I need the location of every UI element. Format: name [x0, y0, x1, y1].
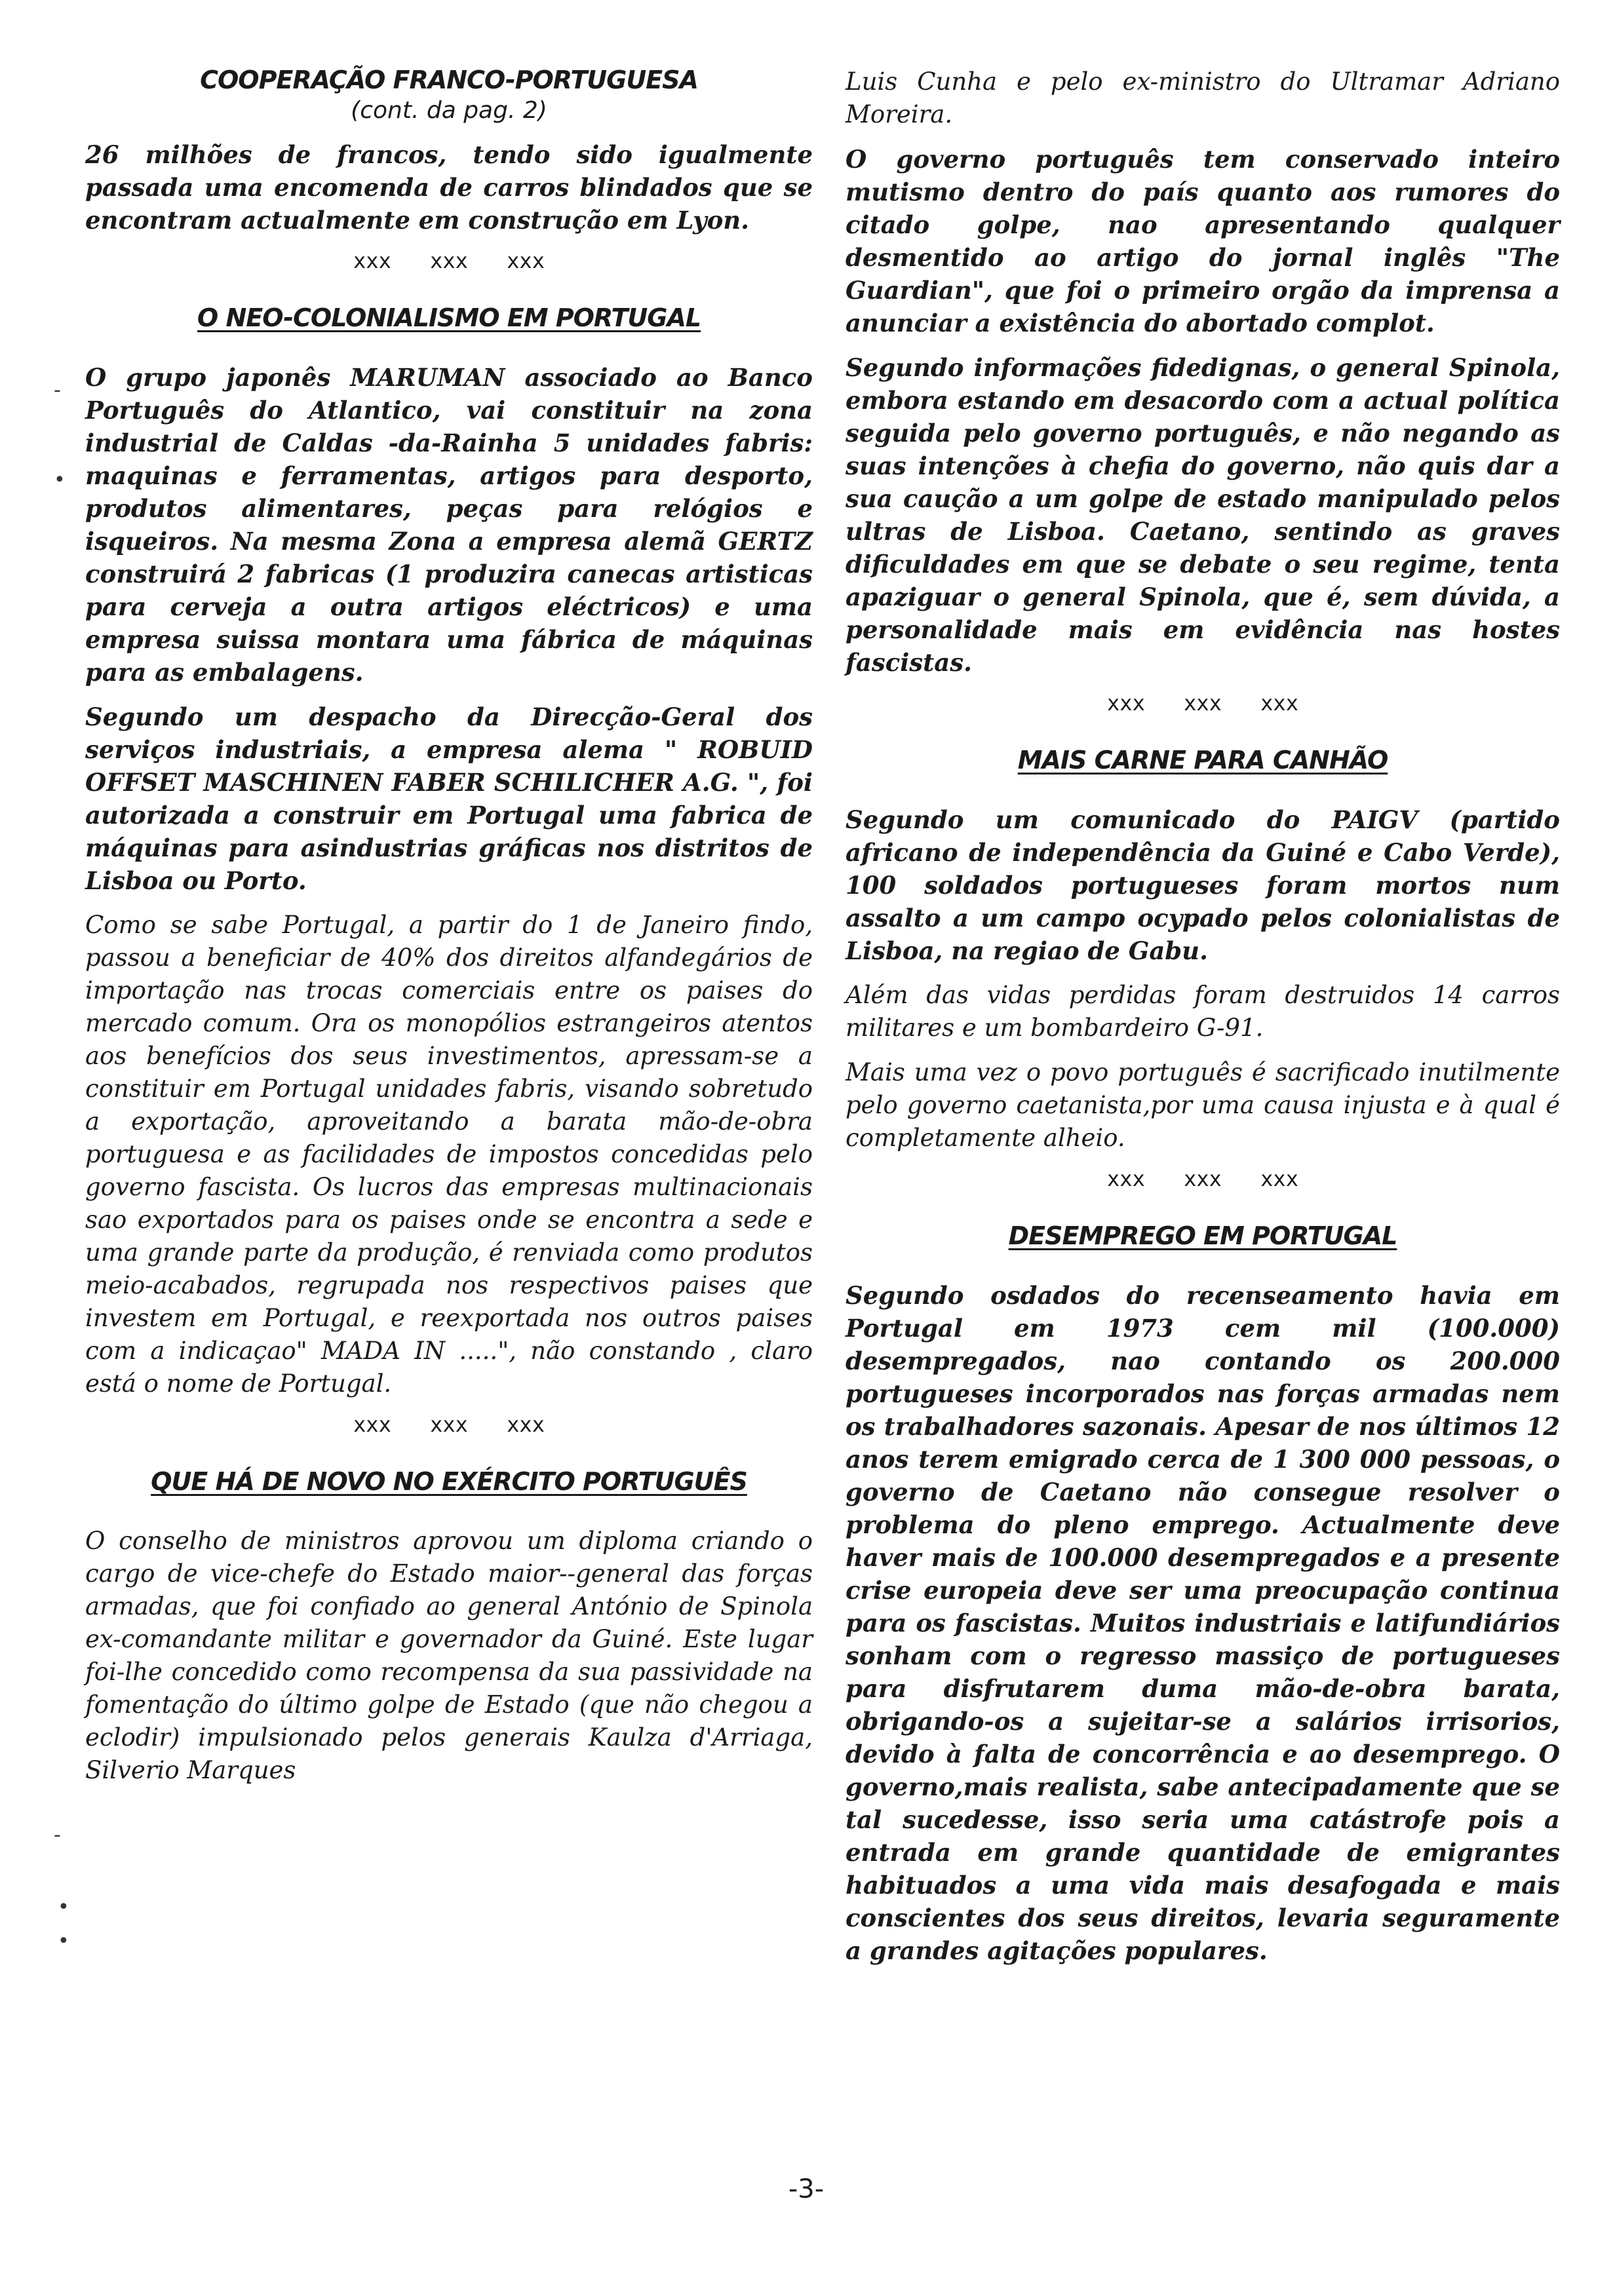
section-separator: xxx xxx xxx: [1107, 1166, 1298, 1191]
article-title: O NEO-COLONIALISMO EM PORTUGAL: [197, 303, 701, 332]
section-separator: xxx xxx xxx: [353, 1412, 545, 1437]
article-paragraph: Luis Cunha e pelo ex-ministro do Ultramar Adriano Moreira.: [846, 67, 1560, 128]
article-exercito: [85, 1467, 813, 1787]
article-carne-para-canhao: [846, 746, 1560, 1155]
article-paragraph: Mais uma vez o povo português é sacrificado inutilmente pelo governo caetanista,por uma causa injusta e à qual é completamente alheio.: [846, 1058, 1560, 1152]
margin-mark: -: [54, 379, 61, 402]
page-number: -3-: [788, 2174, 825, 2204]
left-column: [85, 66, 813, 1799]
article-subtitle: (cont. da pag. 2): [351, 97, 547, 124]
article-exercito-continued: [846, 66, 1560, 679]
article-paragraph: Além das vidas perdidas foram destruidos 14 carros militares e um bombardeiro G-91.: [846, 981, 1560, 1042]
article-paragraph: Segundo um despacho da Direcção-Geral dos serviços industriais, a empresa alema " ROBUID OFFSET MASCHINEN FABER SCHILICHER A.G. ", foi autorizada a construir em Portugal uma fabrica de máquinas para asindustrias gráficas nos distritos de Lisboa ou Porto.: [85, 702, 813, 895]
margin-mark: •: [58, 1930, 69, 1953]
article-title: MAIS CARNE PARA CANHÃO: [1017, 746, 1388, 775]
section-separator: xxx xxx xxx: [353, 248, 545, 273]
article-paragraph: O conselho de ministros aprovou um diploma criando o cargo de vice-chefe do Estado maior--general das forças armadas, que foi confiado ao general António de Spinola ex-comandante militar e governador da Guiné. Este lugar foi-lhe concedido como recompensa da sua passividade na fomentação do último golpe de Estado (que não chegou a eclodir) impulsionado pelos generais Kaulza d'Arriaga, Silverio Marques: [85, 1527, 813, 1784]
article-paragraph: Segundo um comunicado do PAIGV (partido africano de independência da Guiné e Cabo Verde), 100 soldados portugueses foram mortos num assalto a um campo ocypado pelos colonialistas de Lisboa, na regiao de Gabu.: [846, 805, 1560, 965]
article-paragraph: O grupo japonês MARUMAN associado ao Banco Português do Atlantico, vai constituir na zona industrial de Caldas -da-Rainha 5 unidades fabris: maquinas e ferramentas, artigos para desporto, produtos alimentares, peças para relógios e isqueiros. Na mesma Zona a empresa alemã GERTZ construirá 2 fabricas (1 produzira canecas artisticas para cerveja a outra artigos eléctricos) e uma empresa suissa montara uma fábrica de máquinas para as embalagens.: [85, 363, 813, 687]
article-title: DESEMPREGO EM PORTUGAL: [1008, 1221, 1397, 1250]
article-paragraph: Como se sabe Portugal, a partir do 1 de Janeiro findo, passou a beneficiar de 40% dos direitos alfandegários de importação nas trocas comerciais entre os paises do mercado comum. Ora os monopólios estrangeiros atentos aos benefícios dos seus investimentos, apressam-se a constituir em Portugal unidades fabris, visando sobretudo a exportação, aproveitando a barata mão-de-obra portuguesa e as facilidades de impostos concedidas pelo governo fascista. Os lucros das empresas multinacionais sao exportados para os paises onde se encontra a sede e uma grande parte da produção, é renviada como produtos meio-acabados, regrupada nos respectivos paises que investem em Portugal, e reexportada nos outros paises com a indicaçao" MADA IN .....", não constando , claro está o nome de Portugal.: [85, 911, 813, 1398]
margin-mark: •: [58, 1896, 69, 1919]
article-paragraph: O governo português tem conservado inteiro mutismo dentro do país quanto aos rumores do citado golpe, nao apresentando qualquer desmentido ao artigo do jornal inglês "The Guardian", que foi o primeiro orgão da imprensa a anunciar a existência do abortado complot.: [846, 145, 1560, 337]
article-title: QUE HÁ DE NOVO NO EXÉRCITO PORTUGUÊS: [151, 1467, 747, 1496]
article-cooperacao: [85, 66, 813, 237]
article-paragraph: 26 milhões de francos, tendo sido igualmente passada uma encomenda de carros blindados que se encontram actualmente em construção em Lyon.: [85, 140, 813, 235]
article-title: COOPERAÇÃO FRANCO-PORTUGUESA: [200, 66, 698, 94]
section-separator: xxx xxx xxx: [1107, 691, 1298, 716]
article-neo-colonialismo: [85, 303, 813, 1400]
article-paragraph: Segundo osdados do recenseamento havia em Portugal em 1973 cem mil (100.000) desempregados, nao contando os 200.000 portugueses incorporados nas forças armadas nem os trabalhadores sazonais. Apesar de nos últimos 12 anos terem emigrado cerca de 1 300 000 pessoas, o governo de Caetano não consegue resolver o problema do pleno emprego. Actualmente deve haver mais de 100.000 desempregados e a presente crise europeia deve ser uma preocupação continua para os fascistas. Muitos industriais e latifundiários sonham com o regresso massiço de portugueses para disfrutarem duma mão-de-obra barata, obrigando-os a sujeitar-se a salários irrisorios, devido à falta de concorrência e ao desemprego. O governo,mais realista, sabe antecipadamente que se tal sucedesse, isso seria uma catástrofe pois a entrada em grande quantidade de emigrantes habituados a uma vida mais desafogada e mais conscientes dos seus direitos, levaria seguramente a grandes agitações populares.: [846, 1281, 1560, 1965]
margin-mark: •: [54, 469, 66, 491]
margin-mark: -: [54, 1824, 61, 1846]
right-column: [846, 66, 1560, 1979]
article-desemprego: [846, 1221, 1560, 1967]
article-paragraph: Segundo informações fidedignas, o general Spinola, embora estando em desacordo com a actual política seguida pelo governo português, e não negando as suas intenções à chefia do governo, não quis dar a sua caução a um golpe de estado manipulado pelos ultras de Lisboa. Caetano, sentindo as graves dificuldades em que se debate o seu regime, tenta apaziguar o general Spinola, que é, sem dúvida, a personalidade mais em evidência nas hostes fascistas.: [846, 353, 1560, 677]
